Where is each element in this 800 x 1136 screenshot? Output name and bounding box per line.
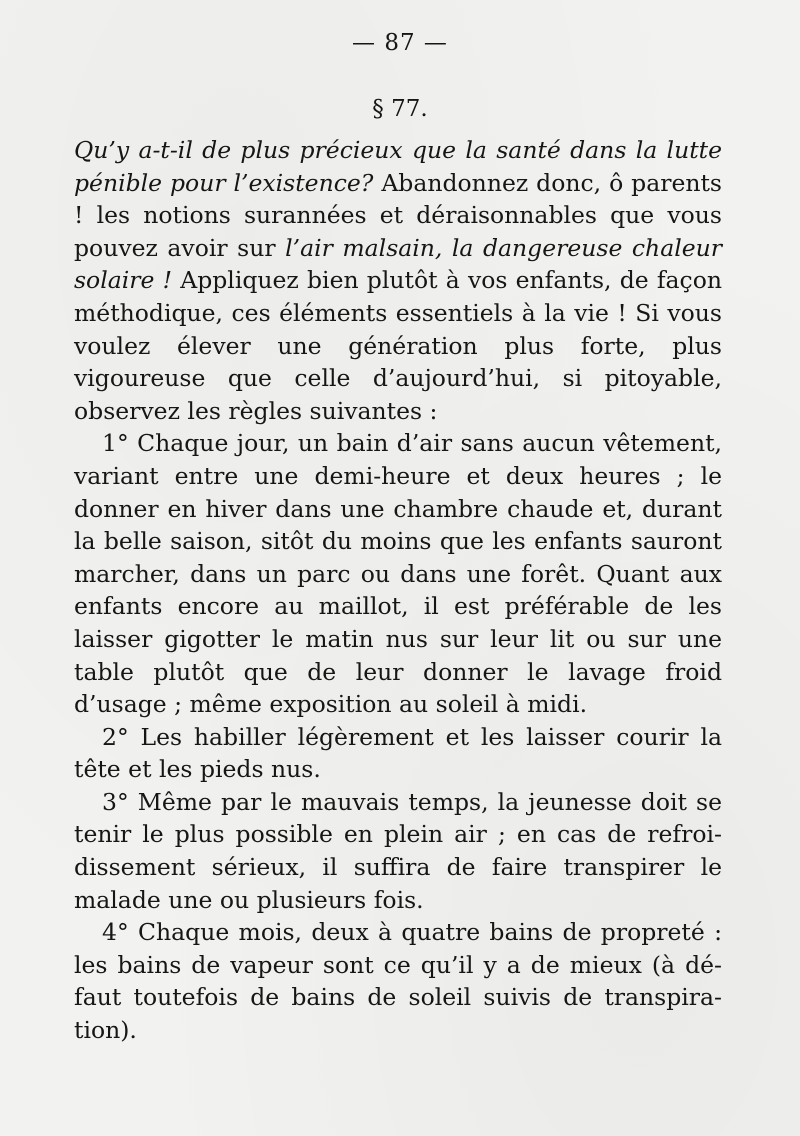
rule-3-text: 3° Même par le mauvais temps, la jeunesse doit se tenir le plus possible en plein air ; en cas de refroidissement sérieux, il suffira de faire transpirer le malade une ou plusieurs fois. <box>74 787 722 914</box>
paragraph-rule-4 <box>74 916 722 1046</box>
section-heading: § 77. <box>372 96 428 122</box>
paragraph-rule-3 <box>74 786 722 916</box>
rule-2-text: 2° Les habiller légèrement et les laisser courir la tête et les pieds nus. <box>74 722 722 784</box>
intro-text-1: Abandonnez donc, ô parents ! les notions surannées et déraisonnables que vous pouvez avoir sur <box>74 168 722 262</box>
rule-1-text: 1° Chaque jour, un bain d’air sans aucun vêtement, variant entre une demi-heure et deux heures ; le donner en hiver dans une chambre chaude et, durant la belle saison, sitôt du moins que les enfants sauront marcher, dans un parc ou dans une forêt. Quant aux enfants encore au maillot, il est préférable de les laisser gigotter le matin nus sur leur lit ou sur une table plutôt que de leur donner le lavage froid d’usage ; même exposition au soleil à midi. <box>74 429 722 719</box>
intro-text-2: Appliquez bien plutôt à vos enfants, de façon méthodique, ces éléments essentiels à la vie ! Si vous voulez élever une génération plus forte, plus vigoureuse que celle d’aujourd’hui, si pitoyable, observez les règles suivantes : <box>74 266 722 425</box>
rule-4-text: 4° Chaque mois, deux à quatre bains de propreté : les bains de vapeur sont ce qu’il y a de mieux (à défaut toutefois de bains de soleil suivis de transpiration). <box>74 918 722 1045</box>
intro-question: Qu’y a-t-il de plus précieux que la santé dans la lutte pénible pour l’existence? <box>74 136 722 197</box>
paragraph-rule-1 <box>74 427 722 720</box>
page-number: — 87 — <box>352 30 448 56</box>
body-text <box>74 134 722 1047</box>
paragraph-rule-2 <box>74 721 722 786</box>
intro-emphasis: l’air malsain, la dangereuse chaleur solaire ! <box>74 233 722 295</box>
paragraph-intro <box>74 134 722 427</box>
